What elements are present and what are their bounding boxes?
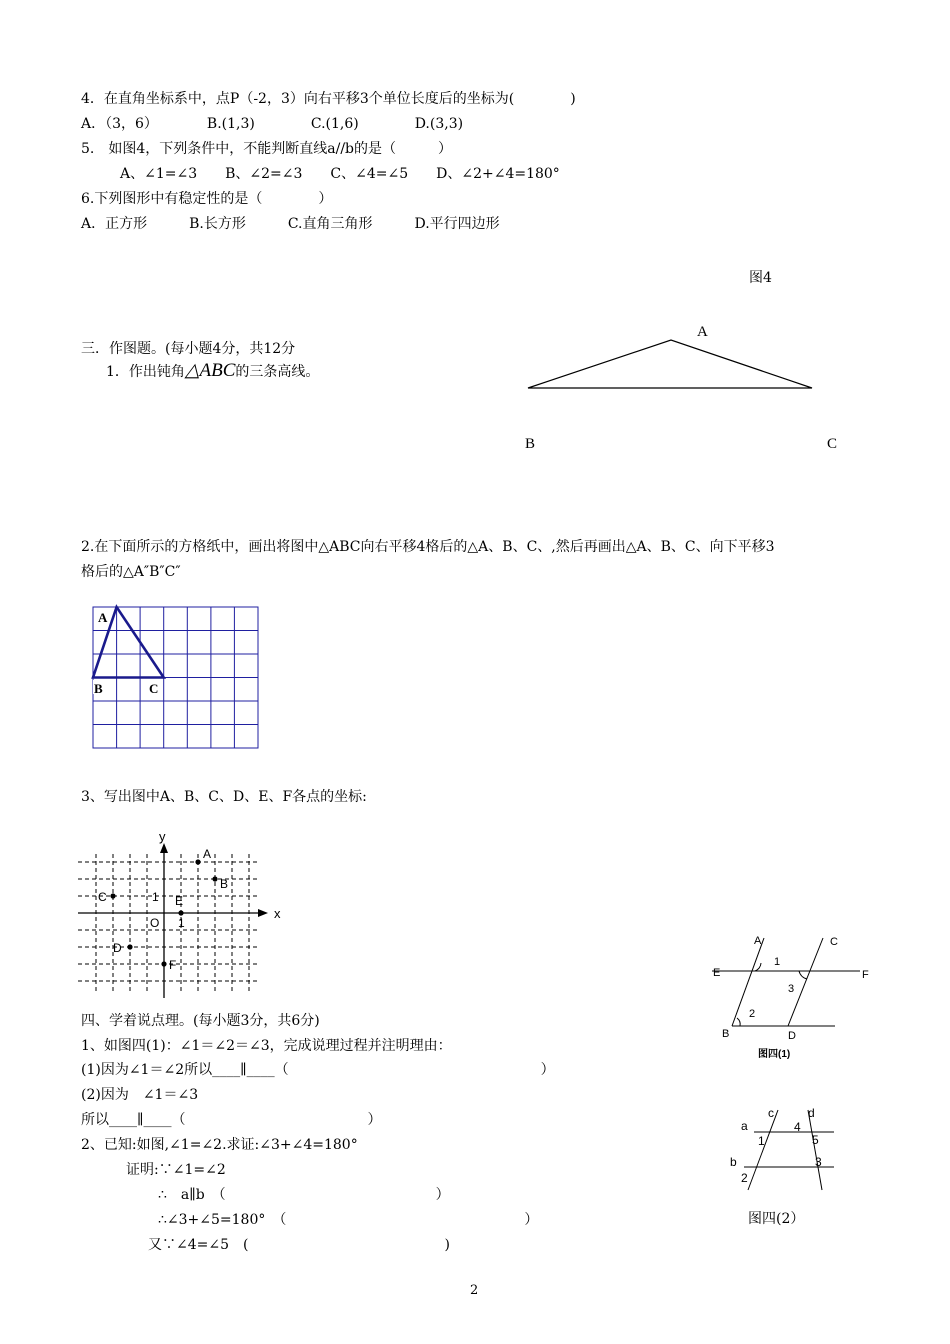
x-unit-label: 1	[178, 916, 185, 930]
p1-text-after: 的三条高线。	[235, 364, 320, 380]
point-c-label: C	[98, 890, 107, 904]
fig42-angle-3: 3	[815, 1155, 822, 1169]
section3-p2-line1: 2.在下面所示的方格纸中，画出将图中△ABC向右平移4格后的△A、B、C、,然后再画出△A、B、C、向下平移3	[81, 539, 775, 555]
q4-stem: 4．在直角坐标系中，点P（-2，3）向右平移3个单位长度后的坐标为( )	[81, 91, 576, 107]
point-e-label: E	[175, 894, 184, 908]
fig41-caption: 图四(1)	[758, 1049, 791, 1060]
y-axis-label: y	[159, 829, 166, 844]
fig42-angle-1: 1	[758, 1134, 765, 1148]
page-number: 2	[470, 1283, 479, 1298]
line-c	[748, 1110, 778, 1190]
fig41-label-c: C	[830, 936, 838, 948]
section4-q2-stem: 2、已知:如图,∠1=∠2.求证:∠3+∠4=180°	[81, 1137, 358, 1153]
fig41-angle-1: 1	[774, 956, 781, 968]
section4-heading: 四、学着说点理。(每小题3分，共6分)	[81, 1013, 320, 1029]
fig42-label-a: a	[741, 1119, 748, 1133]
fig42-angle-2: 2	[741, 1171, 748, 1185]
line-d	[808, 1110, 822, 1190]
q5-options: A、∠1=∠3 B、∠2=∠3 C、∠4=∠5 D、∠2+∠4=180°	[120, 166, 560, 182]
section3-p2-line2: 格后的△A″B″C″	[81, 564, 181, 580]
vertex-b-label: B	[525, 436, 536, 452]
q6-options: A．正方形 B.长方形 C.直角三角形 D.平行四边形	[81, 216, 500, 232]
grid-label-b: B	[94, 681, 103, 696]
figure-4-2-caption: 图四(2）	[748, 1211, 805, 1227]
q5-stem: 5. 如图4，下列条件中，不能判断直线a//b的是（ ）	[81, 141, 453, 157]
section4-q1-line1: (1)因为∠1＝∠2所以____∥____（ ）	[81, 1062, 555, 1078]
dashed-grid	[78, 854, 260, 994]
section4-q1-stem: 1、如图四(1)：∠1＝∠2＝∠3，完成说理过程并注明理由：	[81, 1038, 452, 1054]
point-f-label: F	[169, 958, 177, 972]
fig41-angle-2: 2	[749, 1008, 756, 1020]
section4-q1-line2: (2)因为 ∠1＝∠3	[81, 1087, 199, 1103]
point-a-label: A	[203, 847, 212, 861]
p1-text-before: 1．作出钝角	[106, 364, 185, 380]
x-axis-arrow	[258, 909, 268, 917]
fig41-label-a: A	[754, 935, 762, 947]
section4-q2-line4: 又∵∠4=∠5 ( )	[148, 1237, 450, 1253]
point-e	[178, 910, 183, 915]
section4-q2-line3: ∴∠3+∠5=180° （ ）	[158, 1212, 539, 1228]
grid-label-c: C	[149, 681, 159, 696]
point-a	[195, 859, 200, 864]
vertex-a-label: A	[697, 324, 708, 340]
y-axis-arrow	[160, 843, 168, 853]
figure4-caption: 图4	[749, 270, 772, 286]
angle-1-arc	[755, 963, 761, 971]
x-axis-label: x	[274, 906, 281, 921]
fig42-angle-4: 4	[794, 1120, 801, 1134]
fig42-label-d: d	[808, 1106, 815, 1120]
triangle-abc	[528, 340, 812, 388]
figure-4-1	[712, 930, 882, 1065]
grid-paper-figure	[92, 606, 260, 750]
y-unit-label: 1	[152, 890, 159, 904]
fig41-label-d: D	[788, 1030, 796, 1042]
section3-p3: 3、写出图中A、B、C、D、E、F各点的坐标:	[81, 789, 367, 805]
vertex-c-label: C	[827, 436, 838, 452]
q4-options: A．（3，6） B.(1,3) C.(1,6) D.(3,3)	[81, 116, 464, 132]
q6-stem: 6.下列图形中有稳定性的是（ ）	[81, 191, 333, 207]
obtuse-triangle-figure	[520, 318, 838, 458]
line-ab	[732, 938, 764, 1026]
point-f	[161, 961, 166, 966]
point-c	[110, 893, 115, 898]
fig41-label-f: F	[862, 969, 869, 981]
angle-3-arc	[799, 971, 807, 979]
fig41-label-b: B	[722, 1028, 730, 1040]
fig42-label-b: b	[730, 1155, 737, 1169]
point-b	[212, 876, 217, 881]
point-b-label: B	[220, 877, 229, 891]
point-d	[127, 944, 132, 949]
fig41-label-e: E	[713, 967, 721, 979]
fig42-label-c: c	[768, 1106, 774, 1120]
fig41-angle-3: 3	[788, 983, 795, 995]
section4-q2-line1: 证明:∵∠1=∠2	[126, 1162, 226, 1178]
section4-q1-line3: 所以____∥____（ ）	[81, 1112, 382, 1128]
coordinate-plane-figure	[78, 828, 288, 1000]
section4-q2-line2: ∴ a∥b （ ）	[158, 1187, 450, 1203]
p1-triangle-symbol: △ABC	[184, 360, 236, 381]
section3-p1	[106, 362, 319, 381]
section3-heading: 三．作图题。(每小题4分，共12分	[81, 341, 296, 357]
angle-2-arc	[737, 1018, 740, 1026]
origin-label: O	[150, 916, 160, 930]
grid-label-a: A	[98, 610, 108, 625]
line-cd	[788, 938, 823, 1026]
fig42-angle-5: 5	[812, 1133, 819, 1147]
point-d-label: D	[113, 941, 122, 955]
